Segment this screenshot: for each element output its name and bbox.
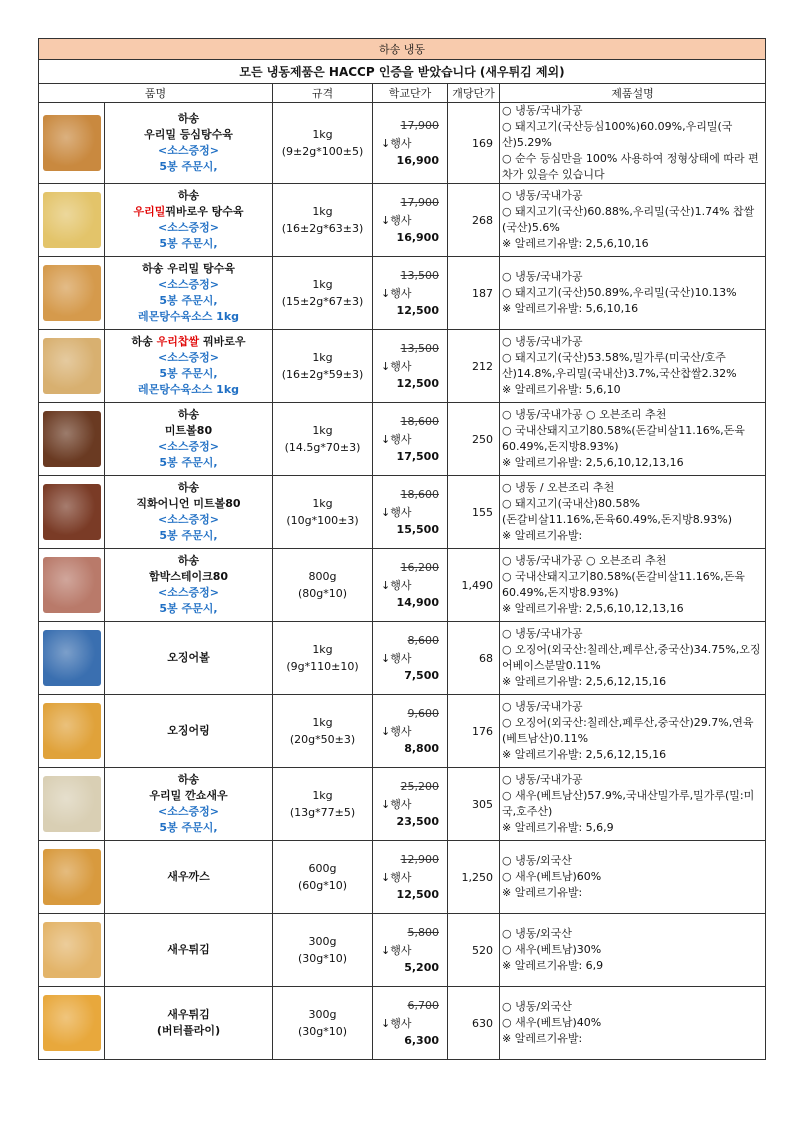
school-price-cell <box>373 330 448 403</box>
description-line: ○ 새우(베트남)40% <box>502 1016 602 1029</box>
product-name-line: 5봉 주문시, <box>159 294 218 307</box>
product-photo <box>43 849 101 905</box>
product-name <box>105 103 273 184</box>
unit-price: 187 <box>448 257 500 330</box>
product-image-cell <box>39 330 105 403</box>
spec-line: 1kg <box>312 424 333 437</box>
product-name <box>105 622 273 695</box>
product-image-cell <box>39 403 105 476</box>
table-row <box>39 103 766 184</box>
table-row <box>39 622 766 695</box>
unit-price: 268 <box>448 184 500 257</box>
product-name-line: 5봉 주문시, <box>159 237 218 250</box>
original-price: 12,900 <box>400 853 439 866</box>
spec-line: (15±2g*67±3) <box>281 295 364 308</box>
product-description <box>500 184 766 257</box>
original-price: 25,200 <box>400 780 439 793</box>
spec-line: 600g <box>308 862 337 875</box>
spec-line: (9g*110±10) <box>286 660 359 673</box>
description-line: ○ 오징어(외국산:칠레산,페루산,중국산)29.7%,연육(베트남산)0.11% <box>502 716 754 745</box>
product-name-line: <소스증정> <box>158 805 219 818</box>
product-photo <box>43 630 101 686</box>
product-photo <box>43 115 101 171</box>
product-name-line: 오징어볼 <box>167 651 210 664</box>
product-name-line: 레몬탕수육소스 1kg <box>137 310 240 323</box>
unit-price: 1,490 <box>448 549 500 622</box>
spec-line: (16±2g*59±3) <box>281 368 364 381</box>
school-price-cell <box>373 695 448 768</box>
header-row <box>39 84 766 103</box>
product-name-line: 5봉 주문시, <box>159 529 218 542</box>
description-line: ○ 새우(베트남산)57.9%,국내산밀가루,밀가루(밀:미국,호주산) <box>502 789 755 818</box>
sale-price: 12,500 <box>396 377 439 390</box>
original-price: 17,900 <box>400 119 439 132</box>
product-description <box>500 103 766 184</box>
product-name-line: 하송 <box>177 481 200 494</box>
sale-price: 16,900 <box>396 231 439 244</box>
spec-line: 1kg <box>312 643 333 656</box>
table-row <box>39 987 766 1060</box>
product-name-line: 하송 <box>177 773 200 786</box>
original-price: 9,600 <box>407 707 439 720</box>
original-price: 16,200 <box>400 561 439 574</box>
product-name-line: 하송 <box>177 189 200 202</box>
product-image-cell <box>39 841 105 914</box>
product-name-line: 5봉 주문시, <box>159 367 218 380</box>
sale-price: 8,800 <box>404 742 439 755</box>
product-name-line: 직화어니언 미트볼80 <box>136 497 241 510</box>
product-image-cell <box>39 695 105 768</box>
promo-label: ↓행사 <box>381 287 412 300</box>
product-name-line: 5봉 주문시, <box>159 456 218 469</box>
table-row <box>39 403 766 476</box>
product-photo <box>43 557 101 613</box>
original-price: 8,600 <box>407 634 439 647</box>
description-line: ※ 알레르기유발: 2,5,6,10,16 <box>502 237 649 250</box>
description-line: ○ 국내산돼지고기80.58%(돈갈비살11.16%,돈육60.49%,돈지방8.93%) <box>502 570 745 599</box>
original-price: 13,500 <box>400 269 439 282</box>
product-name <box>105 841 273 914</box>
product-name-line: <소스증정> <box>158 513 219 526</box>
sale-price: 6,300 <box>404 1034 439 1047</box>
school-price-cell <box>373 257 448 330</box>
unit-price: 212 <box>448 330 500 403</box>
product-name-line: <소스증정> <box>158 351 219 364</box>
original-price: 18,600 <box>400 415 439 428</box>
school-price-cell <box>373 987 448 1060</box>
unit-price: 68 <box>448 622 500 695</box>
product-photo <box>43 411 101 467</box>
description-line: ○ 냉동/국내가공 <box>502 270 583 283</box>
table-row <box>39 695 766 768</box>
sale-price: 16,900 <box>396 154 439 167</box>
product-photo <box>43 265 101 321</box>
product-image-cell <box>39 257 105 330</box>
spec-line: (13g*77±5) <box>289 806 356 819</box>
description-line: ※ 알레르기유발: 2,5,6,10,12,13,16 <box>502 602 684 615</box>
spec-line: 300g <box>308 1008 337 1021</box>
description-line: ※ 알레르기유발: <box>502 529 583 542</box>
promo-label: ↓행사 <box>381 506 412 519</box>
spec-line: 1kg <box>312 278 333 291</box>
unit-price: 176 <box>448 695 500 768</box>
description-line: (돈갈비살11.16%,돈육60.49%,돈지방8.93%) <box>502 513 733 526</box>
school-price-cell <box>373 103 448 184</box>
description-line: ○ 냉동/국내가공 <box>502 773 583 786</box>
description-line: ○ 오징어(외국산:칠레산,페루산,중국산)34.75%,오징어베이스분말0.11% <box>502 643 761 672</box>
original-price: 13,500 <box>400 342 439 355</box>
product-photo <box>43 776 101 832</box>
product-name-line: <소스증정> <box>158 440 219 453</box>
product-image-cell <box>39 103 105 184</box>
table-row <box>39 476 766 549</box>
product-name <box>105 476 273 549</box>
description-line: ※ 알레르기유발: <box>502 886 583 899</box>
product-image-cell <box>39 768 105 841</box>
product-name <box>105 330 273 403</box>
description-line: ○ 냉동/외국산 <box>502 854 572 867</box>
school-price-cell <box>373 622 448 695</box>
description-line: ※ 알레르기유발: 6,9 <box>502 959 604 972</box>
school-price-cell <box>373 549 448 622</box>
spec-line: 1kg <box>312 128 333 141</box>
sale-price: 12,500 <box>396 304 439 317</box>
notice-row <box>39 60 766 84</box>
description-line: ○ 국내산돼지고기80.58%(돈갈비살11.16%,돈육60.49%,돈지방8.93%) <box>502 424 745 453</box>
spec-line: (9±2g*100±5) <box>281 145 364 158</box>
description-line: ○ 냉동/국내가공 <box>502 627 583 640</box>
product-image-cell <box>39 622 105 695</box>
product-image-cell <box>39 987 105 1060</box>
product-name <box>105 987 273 1060</box>
spec-line: 1kg <box>312 716 333 729</box>
product-name-line: 하송 우리밀 탕수육 <box>142 262 235 275</box>
product-name-line: 하송 우리찹쌀 꿔바로우 <box>131 335 246 348</box>
original-price: 17,900 <box>400 196 439 209</box>
product-spec <box>273 768 373 841</box>
spec-line: (20g*50±3) <box>289 733 356 746</box>
spec-line: (30g*10) <box>297 1025 348 1038</box>
product-name-line: 새우까스 <box>167 870 210 883</box>
promo-label: ↓행사 <box>381 652 412 665</box>
original-price: 6,700 <box>407 999 439 1012</box>
product-name-line: 우리밀 등심탕수육 <box>144 128 233 141</box>
product-name-line: (버터플라이) <box>156 1024 221 1037</box>
col-spec: 규격 <box>273 84 373 103</box>
product-name-line: 미트볼80 <box>164 424 213 437</box>
product-name-line: 새우튀김 <box>167 943 210 956</box>
page-title: 하송 냉동 <box>39 39 766 60</box>
product-description <box>500 695 766 768</box>
unit-price: 250 <box>448 403 500 476</box>
product-name-line: 레몬탕수육소스 1kg <box>137 383 240 396</box>
description-line: ○ 냉동/국내가공 <box>502 700 583 713</box>
promo-label: ↓행사 <box>381 725 412 738</box>
description-line: ○ 새우(베트남)30% <box>502 943 602 956</box>
table-row <box>39 768 766 841</box>
description-line: ○ 돼지고기(국산)53.58%,밀가루(미국산/호주산)14.8%,우리밀(국내산)3.7%,국산찹쌀2.32% <box>502 351 737 380</box>
product-name-line: 하송 <box>177 554 200 567</box>
col-unit-price: 개당단가 <box>448 84 500 103</box>
promo-label: ↓행사 <box>381 1017 412 1030</box>
product-description <box>500 841 766 914</box>
product-name-line: 새우튀김 <box>167 1008 210 1021</box>
haccp-notice: 모든 냉동제품은 HACCP 인증을 받았습니다 (새우튀김 제외) <box>39 60 766 84</box>
product-name <box>105 257 273 330</box>
description-line: ○ 냉동/국내가공 <box>502 189 583 202</box>
sale-price: 7,500 <box>404 669 439 682</box>
product-name-line: 함박스테이크80 <box>148 570 229 583</box>
product-name-line: 하송 <box>177 112 200 125</box>
unit-price: 630 <box>448 987 500 1060</box>
promo-label: ↓행사 <box>381 944 412 957</box>
product-name-line: <소스증정> <box>158 144 219 157</box>
product-name <box>105 184 273 257</box>
product-description <box>500 549 766 622</box>
product-spec <box>273 841 373 914</box>
unit-price: 169 <box>448 103 500 184</box>
promo-label: ↓행사 <box>381 433 412 446</box>
product-spec <box>273 914 373 987</box>
product-name <box>105 403 273 476</box>
sale-price: 14,900 <box>396 596 439 609</box>
price-table <box>38 38 766 1060</box>
product-description <box>500 403 766 476</box>
table-row <box>39 257 766 330</box>
spec-line: 1kg <box>312 497 333 510</box>
product-name <box>105 695 273 768</box>
table-row <box>39 841 766 914</box>
spec-line: (10g*100±3) <box>286 514 359 527</box>
description-line: ○ 냉동/국내가공 ○ 오븐조리 추천 <box>502 408 667 421</box>
school-price-cell <box>373 914 448 987</box>
spec-line: 1kg <box>312 205 333 218</box>
spec-line: (30g*10) <box>297 952 348 965</box>
spec-line: 1kg <box>312 789 333 802</box>
description-line: ※ 알레르기유발: 5,6,10 <box>502 383 621 396</box>
product-spec <box>273 695 373 768</box>
product-spec <box>273 103 373 184</box>
description-line: ※ 알레르기유발: 2,5,6,12,15,16 <box>502 748 667 761</box>
product-name-line: 하송 <box>177 408 200 421</box>
table-row <box>39 914 766 987</box>
product-image-cell <box>39 476 105 549</box>
product-description <box>500 476 766 549</box>
description-line: ○ 돼지고기(국내산)80.58% <box>502 497 641 510</box>
description-line: ○ 새우(베트남)60% <box>502 870 602 883</box>
product-image-cell <box>39 184 105 257</box>
product-spec <box>273 257 373 330</box>
product-name-line: 오징어링 <box>167 724 210 737</box>
spec-line: (16±2g*63±3) <box>281 222 364 235</box>
product-name-line: 우리밀 깐쇼새우 <box>149 789 228 802</box>
unit-price: 520 <box>448 914 500 987</box>
description-line: ○ 돼지고기(국산)60.88%,우리밀(국산)1.74% 찹쌀(국산)5.6% <box>502 205 755 234</box>
description-line: ○ 돼지고기(국산)50.89%,우리밀(국산)10.13% <box>502 286 737 299</box>
spec-line: 800g <box>308 570 337 583</box>
description-line: ○ 돼지고기(국산등심100%)60.09%,우리밀(국산)5.29% <box>502 120 733 149</box>
promo-label: ↓행사 <box>381 871 412 884</box>
product-photo <box>43 703 101 759</box>
description-line: ○ 냉동 / 오븐조리 추천 <box>502 481 615 494</box>
description-line: ○ 냉동/국내가공 <box>502 335 583 348</box>
promo-label: ↓행사 <box>381 579 412 592</box>
sale-price: 12,500 <box>396 888 439 901</box>
col-description: 제품설명 <box>500 84 766 103</box>
description-line: ○ 냉동/외국산 <box>502 1000 572 1013</box>
description-line: ※ 알레르기유발: <box>502 1032 583 1045</box>
description-line: ※ 알레르기유발: 2,5,6,10,12,13,16 <box>502 456 684 469</box>
spec-line: (60g*10) <box>297 879 348 892</box>
description-line: ○ 냉동/국내가공 ○ 오븐조리 추천 <box>502 554 667 567</box>
original-price: 5,800 <box>407 926 439 939</box>
sale-price: 15,500 <box>396 523 439 536</box>
product-name-line: <소스증정> <box>158 278 219 291</box>
table-row <box>39 184 766 257</box>
promo-label: ↓행사 <box>381 137 412 150</box>
sale-price: 23,500 <box>396 815 439 828</box>
unit-price: 1,250 <box>448 841 500 914</box>
school-price-cell <box>373 768 448 841</box>
school-price-cell <box>373 184 448 257</box>
table-row <box>39 330 766 403</box>
sale-price: 5,200 <box>404 961 439 974</box>
product-spec <box>273 476 373 549</box>
product-description <box>500 987 766 1060</box>
description-line: ※ 알레르기유발: 2,5,6,12,15,16 <box>502 675 667 688</box>
promo-label: ↓행사 <box>381 798 412 811</box>
spec-line: (14.5g*70±3) <box>284 441 361 454</box>
product-spec <box>273 184 373 257</box>
product-image-cell <box>39 914 105 987</box>
promo-label: ↓행사 <box>381 360 412 373</box>
product-photo <box>43 995 101 1051</box>
product-image-cell <box>39 549 105 622</box>
product-description <box>500 914 766 987</box>
product-spec <box>273 987 373 1060</box>
product-name-line: 우리밀꿔바로우 탕수육 <box>133 205 244 218</box>
product-name-line: 5봉 주문시, <box>159 602 218 615</box>
product-photo <box>43 922 101 978</box>
school-price-cell <box>373 476 448 549</box>
product-name-line: <소스증정> <box>158 221 219 234</box>
spec-line: 300g <box>308 935 337 948</box>
unit-price: 155 <box>448 476 500 549</box>
product-description <box>500 330 766 403</box>
description-line: ○ 순수 등심만을 100% 사용하여 정형상태에 따라 편차가 있을수 있습니다 <box>502 152 759 181</box>
product-name-line: 5봉 주문시, <box>159 160 218 173</box>
product-name <box>105 768 273 841</box>
school-price-cell <box>373 403 448 476</box>
sale-price: 17,500 <box>396 450 439 463</box>
original-price: 18,600 <box>400 488 439 501</box>
product-photo <box>43 338 101 394</box>
table-row <box>39 549 766 622</box>
title-row <box>39 39 766 60</box>
product-name-line: 5봉 주문시, <box>159 821 218 834</box>
col-school-price: 학교단가 <box>373 84 448 103</box>
spec-line: 1kg <box>312 351 333 364</box>
product-spec <box>273 403 373 476</box>
product-name-line: <소스증정> <box>158 586 219 599</box>
product-photo <box>43 484 101 540</box>
product-description <box>500 768 766 841</box>
product-spec <box>273 622 373 695</box>
product-photo <box>43 192 101 248</box>
promo-label: ↓행사 <box>381 214 412 227</box>
description-line: ○ 냉동/국내가공 <box>502 104 583 117</box>
product-spec <box>273 549 373 622</box>
description-line: ※ 알레르기유발: 5,6,10,16 <box>502 302 639 315</box>
product-name <box>105 549 273 622</box>
spec-line: (80g*10) <box>297 587 348 600</box>
unit-price: 305 <box>448 768 500 841</box>
description-line: ※ 알레르기유발: 5,6,9 <box>502 821 614 834</box>
description-line: ○ 냉동/외국산 <box>502 927 572 940</box>
product-spec <box>273 330 373 403</box>
product-name <box>105 914 273 987</box>
col-name: 품명 <box>39 84 273 103</box>
product-description <box>500 622 766 695</box>
school-price-cell <box>373 841 448 914</box>
product-description <box>500 257 766 330</box>
